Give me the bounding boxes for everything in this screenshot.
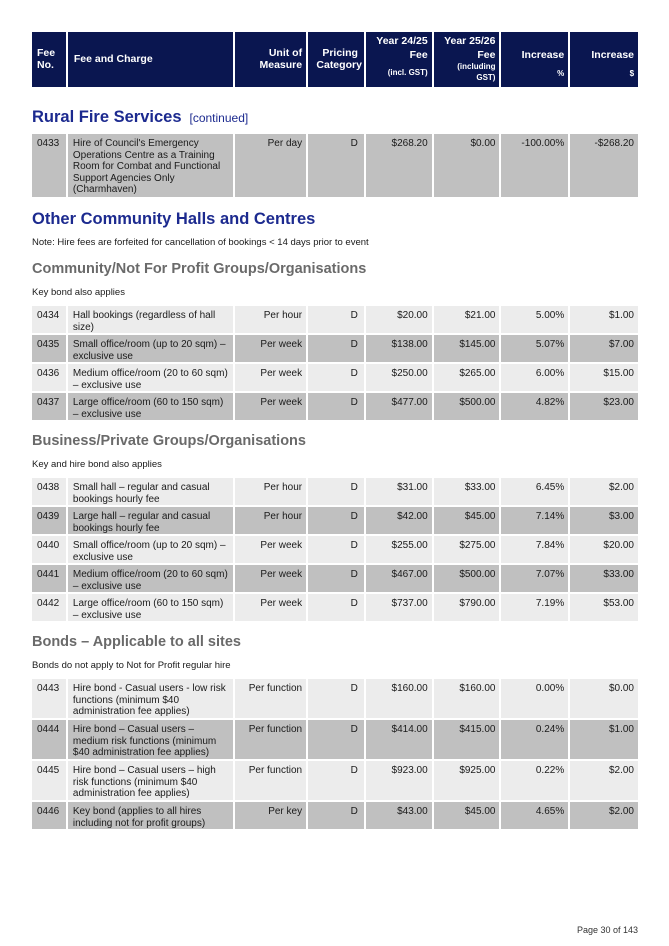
unit-of-measure: Per hour bbox=[235, 306, 306, 333]
increase-percent: 5.07% bbox=[501, 335, 568, 362]
fee-year-25-26: $45.00 bbox=[434, 802, 500, 829]
unit-of-measure: Per week bbox=[235, 594, 306, 621]
subsection-note: Bonds do not apply to Not for Profit regular hire bbox=[32, 660, 231, 671]
fee-year-24-25: $43.00 bbox=[366, 802, 432, 829]
table-row bbox=[32, 134, 638, 197]
fee-year-24-25: $477.00 bbox=[366, 393, 432, 420]
unit-of-measure: Per function bbox=[235, 679, 306, 718]
pricing-category: D bbox=[308, 720, 364, 759]
fee-description: Key bond (applies to all hires including not for profit groups) bbox=[68, 802, 233, 829]
fee-year-25-26: $275.00 bbox=[434, 536, 500, 563]
header-pricing-category: Pricing Category bbox=[308, 32, 364, 87]
table-row bbox=[32, 536, 638, 563]
pricing-category: D bbox=[308, 306, 364, 333]
increase-dollar: $1.00 bbox=[570, 306, 638, 333]
fee-number: 0436 bbox=[32, 364, 66, 391]
pricing-category: D bbox=[308, 802, 364, 829]
increase-dollar: $1.00 bbox=[570, 720, 638, 759]
fee-year-24-25: $414.00 bbox=[366, 720, 432, 759]
increase-dollar: $7.00 bbox=[570, 335, 638, 362]
pricing-category: D bbox=[308, 565, 364, 592]
fee-description: Medium office/room (20 to 60 sqm) – exclusive use bbox=[68, 364, 233, 391]
unit-of-measure: Per hour bbox=[235, 478, 306, 505]
continued-label: [continued] bbox=[189, 111, 249, 125]
fee-number: 0437 bbox=[32, 393, 66, 420]
pricing-category: D bbox=[308, 478, 364, 505]
pricing-category: D bbox=[308, 507, 364, 534]
unit-of-measure: Per day bbox=[235, 134, 306, 197]
increase-percent: 6.00% bbox=[501, 364, 568, 391]
fee-year-25-26: $0.00 bbox=[434, 134, 500, 197]
fee-description: Small office/room (up to 20 sqm) – exclusive use bbox=[68, 335, 233, 362]
section-title-other-community-halls: Other Community Halls and Centres bbox=[32, 210, 316, 228]
fee-number: 0444 bbox=[32, 720, 66, 759]
increase-dollar: $15.00 bbox=[570, 364, 638, 391]
table-row bbox=[32, 306, 638, 333]
fee-description: Small office/room (up to 20 sqm) – exclusive use bbox=[68, 536, 233, 563]
increase-percent: 4.82% bbox=[501, 393, 568, 420]
unit-of-measure: Per function bbox=[235, 720, 306, 759]
pricing-category: D bbox=[308, 393, 364, 420]
increase-dollar: $0.00 bbox=[570, 679, 638, 718]
fee-year-24-25: $138.00 bbox=[366, 335, 432, 362]
increase-percent: 7.19% bbox=[501, 594, 568, 621]
table-row bbox=[32, 594, 638, 621]
header-fee-no: Fee No. bbox=[32, 32, 66, 87]
subsection-note: Key bond also applies bbox=[32, 287, 125, 298]
subsection-title-bonds: Bonds – Applicable to all sites bbox=[32, 634, 241, 650]
table-row bbox=[32, 507, 638, 534]
fee-year-25-26: $265.00 bbox=[434, 364, 500, 391]
fee-description: Hire of Council's Emergency Operations Centre as a Training Room for Combat and Functional Support Agencies Only (Charmhaven) bbox=[68, 134, 233, 197]
header-year-25-26: Year 25/26 Fee (including GST) bbox=[434, 32, 500, 87]
increase-dollar: $3.00 bbox=[570, 507, 638, 534]
fee-year-24-25: $255.00 bbox=[366, 536, 432, 563]
fee-year-24-25: $268.20 bbox=[366, 134, 432, 197]
increase-percent: 0.22% bbox=[501, 761, 568, 800]
header-fee-and-charge: Fee and Charge bbox=[68, 32, 233, 87]
pricing-category: D bbox=[308, 134, 364, 197]
fee-description: Large office/room (60 to 150 sqm) – exclusive use bbox=[68, 594, 233, 621]
unit-of-measure: Per week bbox=[235, 393, 306, 420]
fee-number: 0438 bbox=[32, 478, 66, 505]
table-row bbox=[32, 761, 638, 800]
table-row bbox=[32, 478, 638, 505]
table-header bbox=[32, 32, 638, 87]
fee-year-25-26: $415.00 bbox=[434, 720, 500, 759]
increase-percent: 7.84% bbox=[501, 536, 568, 563]
table-row bbox=[32, 393, 638, 420]
section-title-rural-fire-services: Rural Fire Services [continued] bbox=[32, 108, 249, 126]
fee-year-24-25: $160.00 bbox=[366, 679, 432, 718]
increase-dollar: $23.00 bbox=[570, 393, 638, 420]
increase-percent: 0.00% bbox=[501, 679, 568, 718]
increase-percent: 0.24% bbox=[501, 720, 568, 759]
increase-dollar: $33.00 bbox=[570, 565, 638, 592]
pricing-category: D bbox=[308, 536, 364, 563]
header-unit-of-measure: Unit of Measure bbox=[235, 32, 306, 87]
fee-year-25-26: $160.00 bbox=[434, 679, 500, 718]
fee-number: 0445 bbox=[32, 761, 66, 800]
fee-description: Medium office/room (20 to 60 sqm) – exclusive use bbox=[68, 565, 233, 592]
increase-percent: 7.14% bbox=[501, 507, 568, 534]
fee-year-24-25: $42.00 bbox=[366, 507, 432, 534]
pricing-category: D bbox=[308, 364, 364, 391]
fee-year-25-26: $925.00 bbox=[434, 761, 500, 800]
unit-of-measure: Per hour bbox=[235, 507, 306, 534]
fee-number: 0441 bbox=[32, 565, 66, 592]
subsection-title-business-private: Business/Private Groups/Organisations bbox=[32, 433, 306, 449]
unit-of-measure: Per week bbox=[235, 335, 306, 362]
header-year-24-25: Year 24/25 Fee (incl. GST) bbox=[366, 32, 432, 87]
fee-year-24-25: $250.00 bbox=[366, 364, 432, 391]
increase-dollar: $20.00 bbox=[570, 536, 638, 563]
fee-year-24-25: $20.00 bbox=[366, 306, 432, 333]
unit-of-measure: Per function bbox=[235, 761, 306, 800]
pricing-category: D bbox=[308, 761, 364, 800]
fee-description: Small hall – regular and casual bookings hourly fee bbox=[68, 478, 233, 505]
increase-percent: 4.65% bbox=[501, 802, 568, 829]
increase-percent: -100.00% bbox=[501, 134, 568, 197]
increase-dollar: $2.00 bbox=[570, 802, 638, 829]
fee-description: Large hall – regular and casual bookings hourly fee bbox=[68, 507, 233, 534]
fee-year-25-26: $45.00 bbox=[434, 507, 500, 534]
fee-number: 0446 bbox=[32, 802, 66, 829]
page-number: Page 30 of 143 bbox=[576, 925, 638, 935]
header-increase-percent: Increase % bbox=[501, 32, 568, 87]
increase-dollar: $2.00 bbox=[570, 761, 638, 800]
unit-of-measure: Per week bbox=[235, 536, 306, 563]
fee-year-25-26: $500.00 bbox=[434, 565, 500, 592]
fee-number: 0439 bbox=[32, 507, 66, 534]
unit-of-measure: Per week bbox=[235, 364, 306, 391]
increase-percent: 7.07% bbox=[501, 565, 568, 592]
table-row bbox=[32, 364, 638, 391]
fee-description: Hall bookings (regardless of hall size) bbox=[68, 306, 233, 333]
table-row bbox=[32, 802, 638, 829]
increase-percent: 5.00% bbox=[501, 306, 568, 333]
fee-number: 0440 bbox=[32, 536, 66, 563]
fee-year-25-26: $790.00 bbox=[434, 594, 500, 621]
fee-year-25-26: $21.00 bbox=[434, 306, 500, 333]
increase-dollar: -$268.20 bbox=[570, 134, 638, 197]
fee-number: 0433 bbox=[32, 134, 66, 197]
subsection-title-community-nfp: Community/Not For Profit Groups/Organisations bbox=[32, 261, 367, 277]
fee-year-24-25: $737.00 bbox=[366, 594, 432, 621]
increase-dollar: $2.00 bbox=[570, 478, 638, 505]
fee-year-25-26: $500.00 bbox=[434, 393, 500, 420]
subsection-note: Key and hire bond also applies bbox=[32, 459, 162, 470]
header-increase-dollar: Increase $ bbox=[570, 32, 638, 87]
fee-description: Hire bond – Casual users – high risk functions (minimum $40 administration fee applies) bbox=[68, 761, 233, 800]
fee-description: Hire bond - Casual users - low risk functions (minimum $40 administration fee applies) bbox=[68, 679, 233, 718]
table-row bbox=[32, 565, 638, 592]
fee-year-24-25: $31.00 bbox=[366, 478, 432, 505]
pricing-category: D bbox=[308, 594, 364, 621]
fee-number: 0435 bbox=[32, 335, 66, 362]
fee-description: Large office/room (60 to 150 sqm) – exclusive use bbox=[68, 393, 233, 420]
increase-dollar: $53.00 bbox=[570, 594, 638, 621]
section-note: Note: Hire fees are forfeited for cancellation of bookings < 14 days prior to event bbox=[32, 237, 369, 248]
fee-description: Hire bond – Casual users – medium risk functions (minimum $40 administration fee applies) bbox=[68, 720, 233, 759]
fee-year-25-26: $33.00 bbox=[434, 478, 500, 505]
pricing-category: D bbox=[308, 335, 364, 362]
fee-number: 0442 bbox=[32, 594, 66, 621]
pricing-category: D bbox=[308, 679, 364, 718]
increase-percent: 6.45% bbox=[501, 478, 568, 505]
table-row bbox=[32, 335, 638, 362]
fee-year-24-25: $467.00 bbox=[366, 565, 432, 592]
table-row bbox=[32, 679, 638, 718]
fee-number: 0434 bbox=[32, 306, 66, 333]
fee-year-25-26: $145.00 bbox=[434, 335, 500, 362]
unit-of-measure: Per key bbox=[235, 802, 306, 829]
unit-of-measure: Per week bbox=[235, 565, 306, 592]
table-row bbox=[32, 720, 638, 759]
fee-number: 0443 bbox=[32, 679, 66, 718]
fee-year-24-25: $923.00 bbox=[366, 761, 432, 800]
